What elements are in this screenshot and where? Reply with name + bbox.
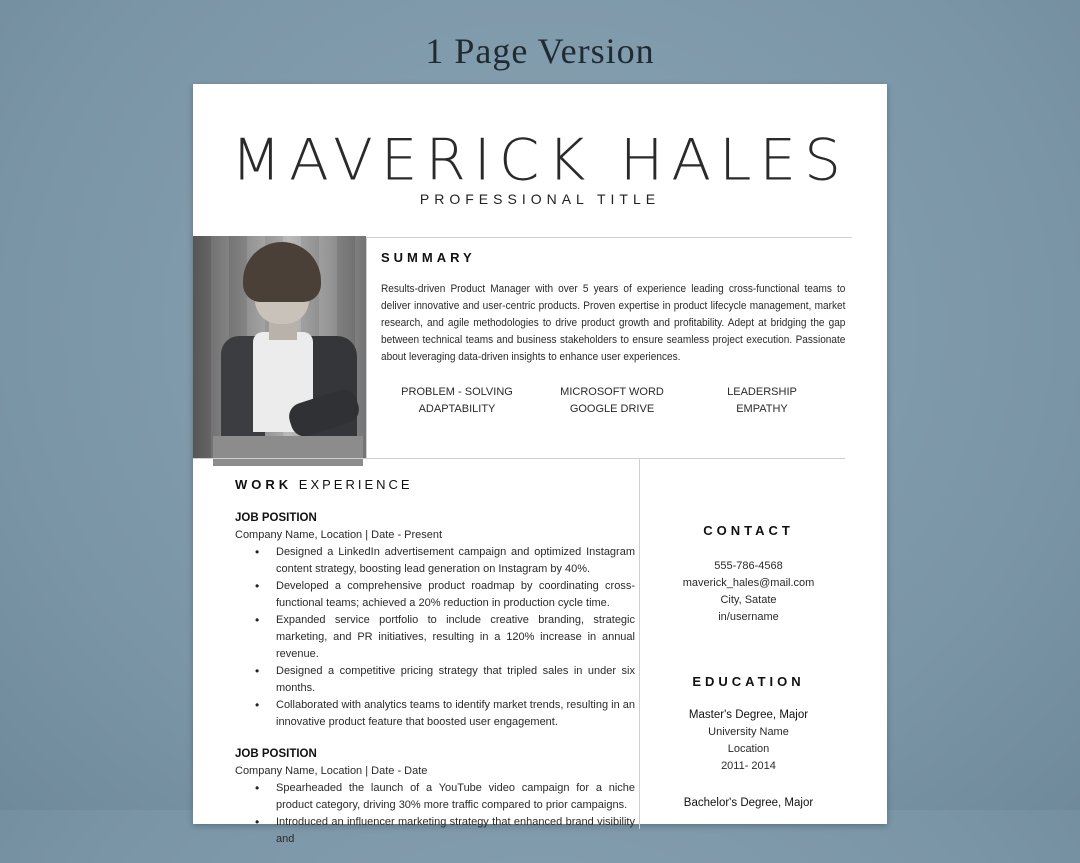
- job-bullet: • Spearheaded the launch of a YouTube video campaign for a niche product category, driving 30% more traffic compared to prior campaigns.: [235, 780, 635, 814]
- job-title: JOB POSITION: [235, 748, 317, 760]
- job-bullet: • Designed a competitive pricing strategy that tripled sales in under six months.: [235, 663, 635, 697]
- job-entry: [235, 510, 635, 731]
- job-company: Company Name, Location | Date - Date: [235, 765, 428, 777]
- banner-title: 1 Page Version: [425, 31, 655, 71]
- skill-item: PROBLEM - SOLVING: [401, 386, 513, 398]
- skill-item: MICROSOFT WORD: [560, 386, 664, 398]
- sidebar-column: [640, 459, 857, 812]
- work-experience: [235, 510, 635, 863]
- skill-group: [682, 384, 842, 418]
- contact-heading: CONTACT: [703, 523, 794, 538]
- contact-details: [640, 558, 857, 626]
- resume-page: [193, 84, 887, 845]
- skill-item: LEADERSHIP: [727, 386, 797, 398]
- edu-degree: Bachelor's Degree, Major: [683, 797, 814, 809]
- contact-email: maverick_hales@mail.com: [682, 577, 815, 589]
- edu-school: University Name: [708, 726, 789, 738]
- contact-linkedin: in/username: [718, 611, 779, 623]
- skill-group: [532, 384, 692, 418]
- edu-degree: Master's Degree, Major: [688, 709, 809, 721]
- job-bullet: • Expanded service portfolio to include creative branding, strategic marketing, and PR initiatives, resulting in a 120% increase in annual revenue.: [235, 612, 635, 663]
- job-bullets: [235, 544, 635, 731]
- job-bullet: • Developed a comprehensive product roadmap by coordinating cross-functional teams; achieved a 20% reduction in production cycle time.: [235, 578, 635, 612]
- resume-name: MAVERICK HALES: [231, 126, 849, 194]
- job-title: JOB POSITION: [235, 512, 317, 524]
- job-bullets: [235, 780, 635, 848]
- edu-years: 2011- 2014: [721, 760, 776, 772]
- skill-item: ADAPTABILITY: [418, 403, 496, 415]
- edu-location: Location: [727, 743, 770, 755]
- skills-list: [381, 384, 846, 424]
- summary-heading: SUMMARY: [381, 250, 476, 265]
- work-heading-bold: WORK: [235, 477, 293, 492]
- skill-item: EMPATHY: [736, 403, 788, 415]
- summary-text: Results-driven Product Manager with over 5 years of experience leading cross-functional teams to deliver innovative and user-centric products. Proven expertise in product lifecycle management, market research, and agile methodologies to drive product growth and profitability. Adept at bridging the gap between technical teams and business stakeholders to ensure seamless project execution. Passionate about leveraging data-driven insights to enhance user experiences.: [381, 283, 846, 363]
- education-entry: [640, 795, 857, 812]
- work-heading: [235, 477, 413, 492]
- contact-city: City, Satate: [720, 594, 777, 606]
- professional-title: PROFESSIONAL TITLE: [419, 191, 661, 207]
- education-entry: [640, 707, 857, 775]
- skill-item: GOOGLE DRIVE: [569, 403, 655, 415]
- education-heading: EDUCATION: [692, 674, 805, 689]
- job-bullet: • Designed a LinkedIn advertisement campaign and optimized Instagram content strategy, boosting lead generation on Instagram by 40%.: [235, 544, 635, 578]
- job-company: Company Name, Location | Date - Present: [235, 529, 443, 541]
- skill-group: [377, 384, 537, 418]
- job-bullet: • Collaborated with analytics teams to identify market trends, resulting in an innovative product feature that boosted user engagement.: [235, 697, 635, 731]
- contact-phone: 555-786-4568: [714, 560, 783, 572]
- profile-photo: [193, 236, 366, 458]
- job-entry: [235, 746, 635, 848]
- work-heading-rest: EXPERIENCE: [298, 477, 413, 492]
- job-bullet: • Introduced an influencer marketing strategy that enhanced brand visibility and: [235, 814, 635, 848]
- summary-section: [366, 237, 852, 459]
